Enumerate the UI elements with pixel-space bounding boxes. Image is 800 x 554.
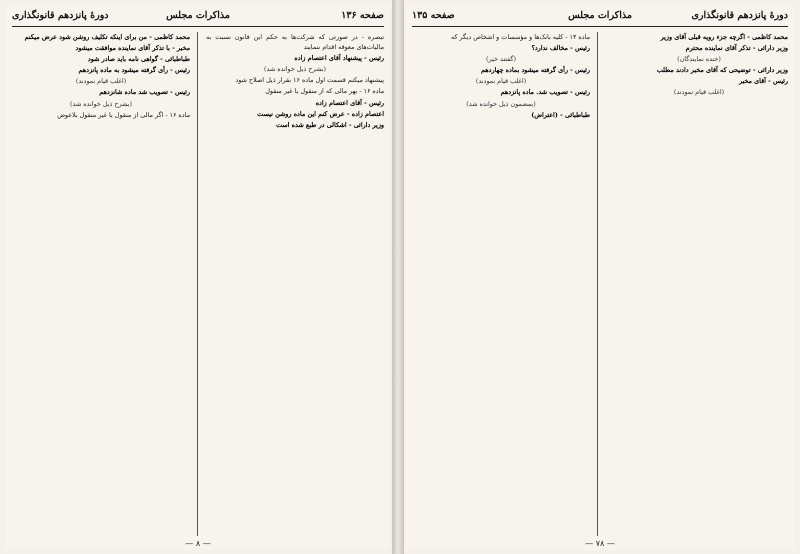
speaker-line: رئیس - آقای مخبر (738, 77, 788, 86)
speaker-line: رئیس - رأی گرفته میشود بماده چهاردهم (481, 66, 590, 75)
paragraph: پیشنهاد میکنم قسمت اول ماده ۱۶ بقرار ذیل اصلاح شود (235, 76, 384, 85)
speaker-line: وزیر دارائی - تذکر آقای نماینده محترم (685, 44, 788, 53)
left-page-header (12, 8, 384, 27)
speaker-line: وزیر دارائی - توضیحی که آقای مخبر دادند مطلب (656, 66, 788, 75)
procedural-note: (گفتند خیر) (486, 55, 516, 64)
speaker-line: اعتصام زاده - عرض کنم این ماده روشن نیست (257, 109, 384, 118)
speaker-line: رئیس - مخالف ندارد؟ (531, 44, 590, 53)
paragraph: ماده ۱۶ - بهر مالی که از منقول یا غیر منقول (265, 87, 384, 96)
paragraph: تبصره - در صورتی که شرکت‌ها به حکم این قانون نسبت به مالیات‌های معوقه اقدام ننمایند (206, 33, 384, 52)
book-gutter (392, 0, 404, 554)
left-page-title: مذاکرات مجلس (166, 10, 230, 21)
procedural-note: (بشرح ذیل خوانده شد) (264, 65, 326, 74)
speaker-line: محمد کاظمی - اگرچه جزء رویه قبلی آقای وزیر (660, 33, 788, 41)
speaker-line: طباطبائی - (اعتراض) (531, 110, 590, 119)
paragraph: ماده ۱۶ - اگر مالی از منقول یا غیر منقول بلاعوض (57, 110, 190, 119)
procedural-note: (اغلب قیام نمودند) (75, 77, 127, 86)
left-page (6, 4, 390, 550)
column-divider (597, 32, 598, 536)
left-page-column-right (206, 32, 384, 536)
right-page-session: دورهٔ پانزدهم قانونگذاری (691, 10, 788, 21)
left-page-number: صفحه ۱۳۶ (341, 10, 384, 21)
speaker-line: رئیس - پیشنهاد آقای اعتصام زاده (294, 54, 384, 63)
speaker-line: رئیس - آقای اعتصام زاده (315, 98, 384, 107)
procedural-note: (خنده نمایندگان) (677, 55, 721, 64)
column-divider (197, 32, 198, 536)
left-page-session: دورهٔ پانزدهم قانونگذاری (12, 10, 109, 21)
speaker-line: طباطبائی - گواهی نامه باید صادر شود (87, 55, 190, 64)
right-page-column-right (610, 32, 788, 536)
procedural-note: (بمضمون ذیل خوانده شد) (466, 99, 536, 108)
right-page-title: مذاکرات مجلس (568, 10, 632, 21)
procedural-note: (اغلب قیام نمودند) (475, 77, 527, 86)
left-page-folio: — ٨ — (185, 539, 211, 548)
right-page-folio: — ٧٨ — (585, 539, 615, 548)
procedural-note: (بشرح ذیل خوانده شد) (70, 99, 132, 108)
speaker-line: وزیر دارائی - اشکالی در طبع شده است (276, 120, 384, 129)
right-page (406, 4, 794, 550)
speaker-line: رئیس - رأی گرفته میشود به ماده پانزدهم (78, 66, 190, 75)
right-page-header (412, 8, 788, 27)
speaker-line: رئیس - تصویب شد. ماده پانزدهم (500, 88, 590, 97)
left-page-column-left (12, 32, 190, 536)
speaker-line: محمد کاظمی - من برای اینکه تکلیف روشن شود عرض میکنم (24, 33, 190, 41)
paragraph: ماده ۱۴ - کلیه بانک‌ها و مؤسسات و اشخاص دیگر که (451, 33, 590, 41)
procedural-note: (اغلب قیام نمودند) (673, 88, 725, 97)
speaker-line: رئیس - تصویب شد ماده شانزدهم (99, 88, 190, 97)
right-page-number: صفحه ۱۳۵ (412, 10, 455, 21)
right-page-column-left (412, 32, 590, 536)
speaker-line: مخبر - با تذکر آقای نماینده موافقت میشود (75, 44, 190, 53)
